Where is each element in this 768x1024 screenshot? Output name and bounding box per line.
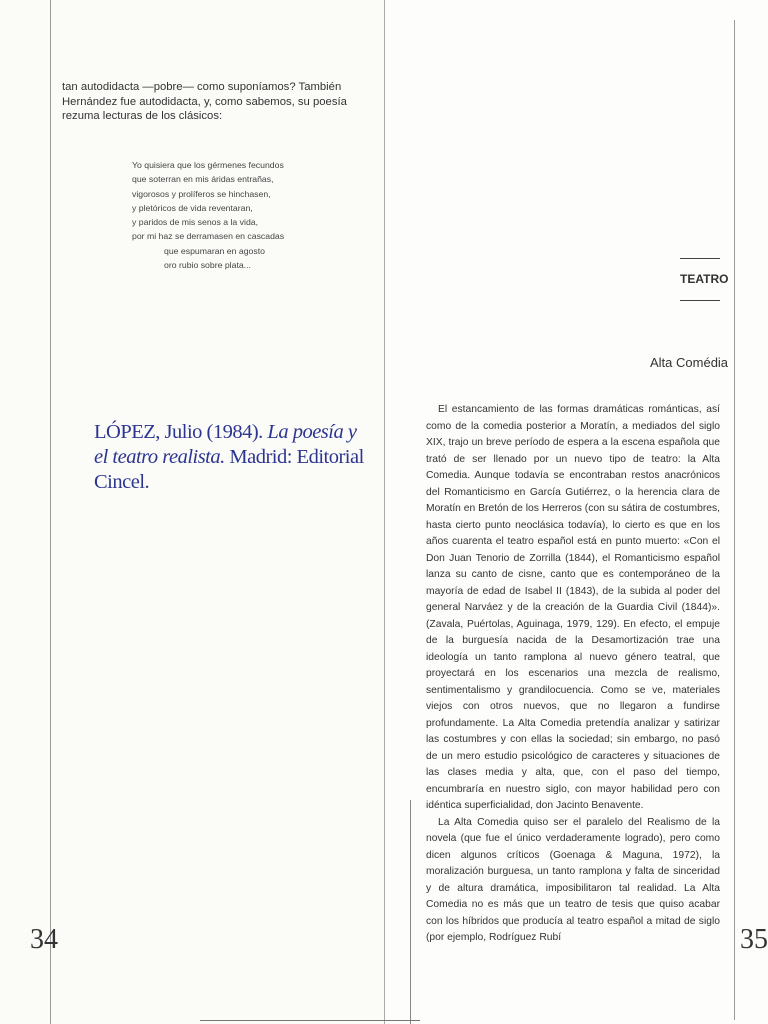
page-number-right: 35: [740, 924, 768, 955]
poem-line: y pletóricos de vida reventaran,: [132, 202, 253, 213]
section-heading: TEATRO: [680, 272, 729, 286]
right-page-edge: [734, 20, 735, 1020]
book-spine: [384, 0, 385, 1024]
section-rule-top: [680, 258, 720, 259]
bottom-edge-line: [200, 1020, 420, 1021]
body-paragraph: La Alta Comedia quiso ser el paralelo del Realismo de la novela (que fue el único verdaderamente logrado), pero como dicen algunos críticos (Goenaga & Maguna, 1972), la moralización burguesa, un tanto ramplona y falta de sinceridad y de altura dramática, imposibilitaron tal realidad. La Alta Comedia no es más que un teatro de tesis que quiso acabar con los híbridos que producía al teatro español a mitad de siglo (por ejemplo, Rodríguez Rubí: [426, 816, 720, 943]
poem-line-indented: oro rubio sobre plata...: [164, 260, 251, 271]
poem-line-indented: que espumaran en agosto: [164, 245, 265, 256]
citation-publisher: Madrid: Editorial Cincel.: [94, 446, 364, 493]
citation-author: LÓPEZ, Julio (1984).: [94, 421, 263, 443]
poem-line: Yo quisiera que los gérmenes fecundos: [132, 160, 284, 170]
left-page-edge: [50, 0, 51, 1024]
body-text: [426, 402, 720, 947]
poem-line: y paridos de mis senos a la vida,: [132, 217, 259, 228]
bibliographic-citation: [94, 420, 364, 495]
poem-line: que soterran en mis áridas entrañas,: [132, 174, 274, 185]
page-number-left: 34: [30, 924, 58, 955]
gutter-shadow-line: [410, 800, 411, 1024]
poem-line: por mi haz se derramasen en cascadas: [132, 231, 285, 242]
subsection-heading: Alta Comédia: [650, 355, 729, 370]
body-paragraph: El estancamiento de las formas dramáticas románticas, así como de la comedia posterior a Moratín, a mediados del siglo XIX, trajo un breve período de espera a la escena española que trató de ser llenado por un nuevo tipo de teatro: la Alta Comedia. Aunque todavía se encontraban restos anacrónicos del Romanticismo en García Gutiérrez, o la herencia clara de Moratín en Bretón de los Herreros (con su sátira de costumbres, hasta cierto punto neoclásica todavía), lo cierto es que en los años cuarenta el teatro español está en punto muerto: «Con el Don Juan Tenorio de Zorrilla (1844), el Romanticismo español lanza su canto de cisne, canto que es contemporáneo de la mayoría de edad de Isabel II (1843), de la subida al poder del general Narváez y de la creación de la Guardia Civil (1844)». (Zavala, Puértolas, Aguinaga, 1979, 129). En efecto, el empuje de la burguesía nacida de la Desamortización trae una ideología un tanto ramplona al nuevo género teatral, que proyectará en los escenarios una mezcla de realismo, sentimentalismo y grandilocuencia. Como se ve, materiales viejos con otros nuevos, que no llegaron a fundirse profundamente. La Alta Comedia pretendía analizar y satirizar las costumbres y con ellas la sociedad; sin embargo, no pasó de un mero estudio psicológico de caracteres y situaciones de las clases media y alta, que, con el paso del tiempo, encumbraría en nuestro siglo, con mayor habilidad pero con idéntica superficialidad, don Jacinto Benavente.: [426, 404, 720, 811]
section-rule-bottom: [680, 300, 720, 301]
poem-line: vigorosos y prolíferos se hinchasen,: [132, 188, 271, 199]
intro-paragraph: tan autodidacta —pobre— como suponíamos? También Hernández fue autodidacta, y, como sabemos, su poesía rezuma lecturas de los clásicos:: [62, 81, 347, 123]
citation-title: La poesía y el teatro realista.: [94, 421, 357, 468]
poem-quote: [132, 158, 372, 272]
